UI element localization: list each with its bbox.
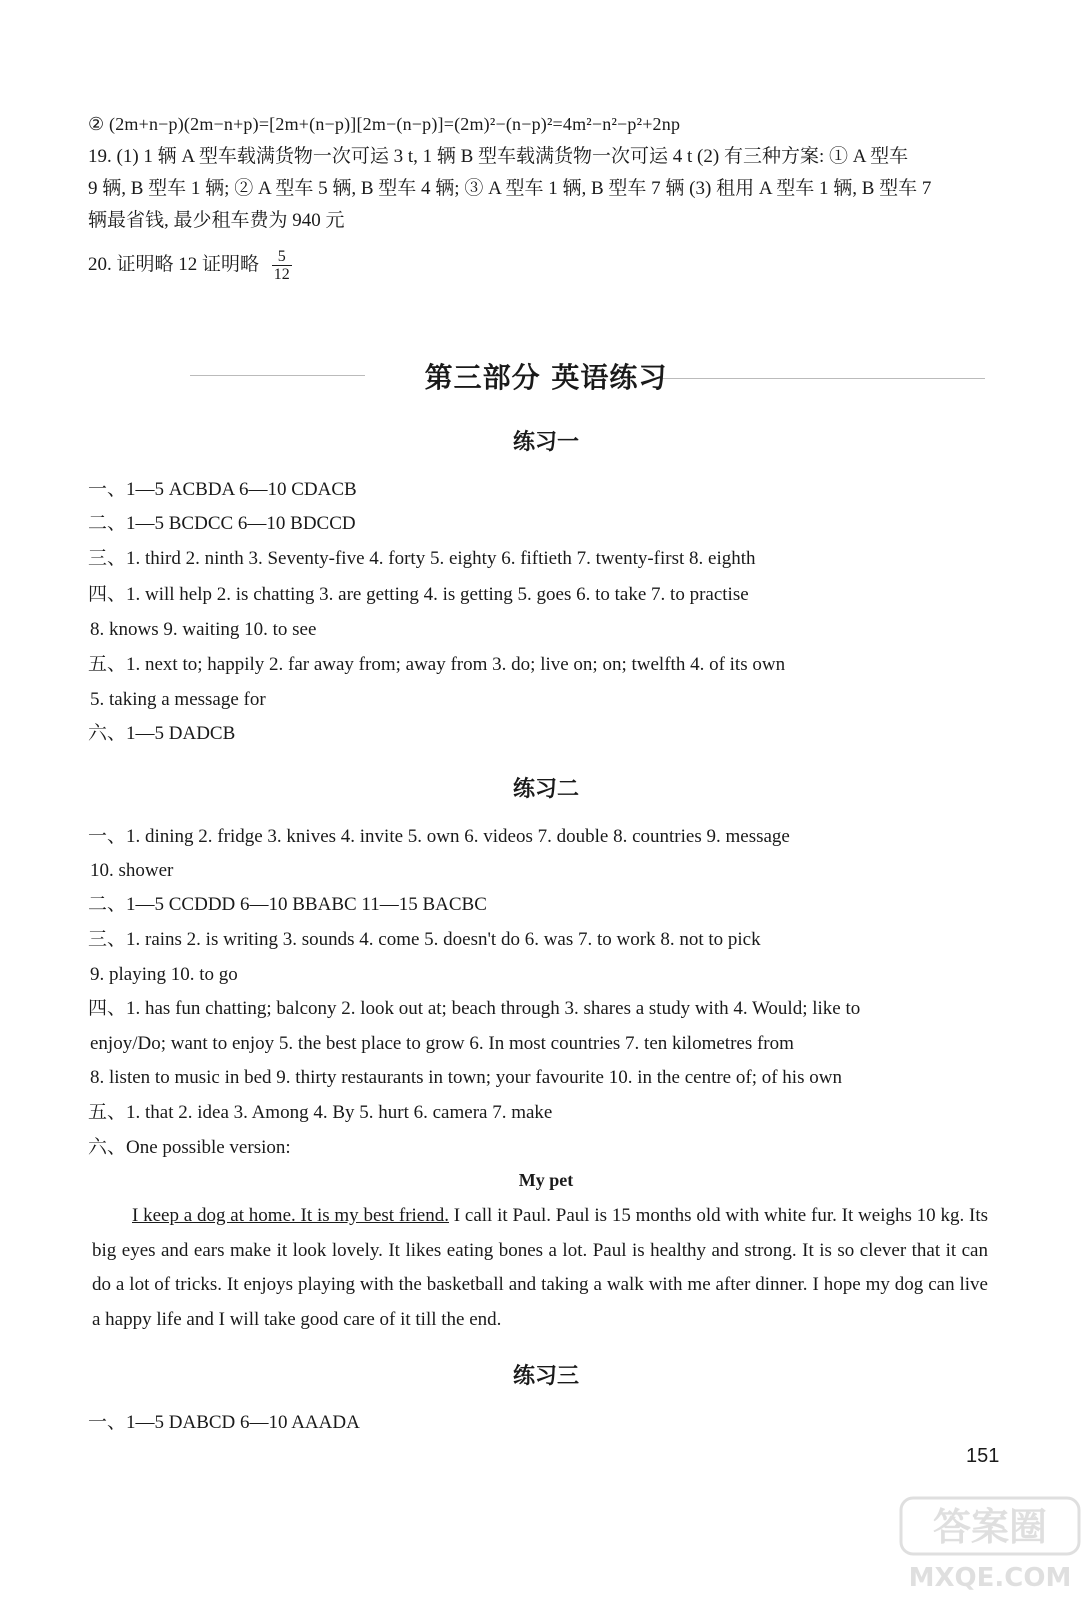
svg-text:答案圈: 答案圈 [932,1505,1048,1549]
ex1-line: 8. knows 9. waiting 10. to see [90,619,317,640]
ex2-line: 10. shower [90,860,174,881]
ex1-line: 五、1. next to; happily 2. far away from; away from 3. do; live on; on; twelfth 4. of its own [88,654,786,675]
ex1-line: 六、1—5 DADCB [88,723,236,744]
ex2-line: 9. playing 10. to go [90,964,238,985]
ex1-line: 四、1. will help 2. is chatting 3. are getting 4. is getting 5. goes 6. to take 7. to practise [88,584,749,605]
answer-q19-line-1: 19. (1) 1 辆 A 型车载满货物一次可运 3 t, 1 辆 B 型车载满货物一次可运 4 t (2) 有三种方案: ① A 型车 [88,146,909,167]
essay-title: My pet [518,1170,574,1190]
answer-q19-line-2: 9 辆, B 型车 1 辆; ② A 型车 5 辆, B 型车 4 辆; ③ A 型车 1 辆, B 型车 7 辆 (3) 租用 A 型车 1 辆, B 型车 7 [88,178,932,199]
fraction-denominator: 12 [273,266,290,283]
ex1-line: 一、1—5 ACBDA 6—10 CDACB [88,479,357,500]
exercise-2-title: 练习二 [512,776,579,802]
ex2-line: 二、1—5 CCDDD 6—10 BBABC 11—15 BACBC [88,894,487,915]
section-title: 第三部分 英语练习 [424,361,668,394]
ex1-line: 二、1—5 BCDCC 6—10 BDCCD [88,513,356,534]
fraction [272,248,292,283]
page-number: 151 [966,1445,1000,1467]
exercise-1-title: 练习一 [512,429,579,455]
ex1-line: 5. taking a message for [90,689,266,710]
exercise-3-title: 练习三 [512,1363,579,1389]
ex2-line: 三、1. rains 2. is writing 3. sounds 4. come 5. doesn't do 6. was 7. to work 8. not to pick [88,929,761,950]
ex2-line: 8. listen to music in bed 9. thirty restaurants in town; your favourite 10. in the centre of; of his own [90,1067,842,1088]
ex2-line: 一、1. dining 2. fridge 3. knives 4. invite 5. own 6. videos 7. double 8. countries 9. message [88,826,790,847]
watermark-logo [895,1490,1085,1595]
answer-q20-line [88,248,292,283]
ex1-line: 三、1. third 2. ninth 3. Seventy-five 4. forty 5. eighty 6. fiftieth 7. twenty-first 8. eighth [88,548,756,569]
answer-q19-line-3: 辆最省钱, 最少租车费为 940 元 [88,210,345,231]
answer-q20-text: 20. 证明略 12 证明略 [88,253,260,275]
fraction-numerator: 5 [272,248,292,266]
essay-paragraph [92,1199,988,1337]
essay-text: I call it Paul. Paul is 15 months old with white fur. It weighs 10 kg. Its big eyes and ears make it look lovely. It likes eating bones a lot. Paul is healthy and strong. It is so clever that it can do a lot of tricks. It enjoys playing with the basketball and taking a walk with me after dinner. I hope my dog can live a happy life and I will take good care of it till the end. [92,1205,988,1330]
answer-q18-line: ② (2m+n−p)(2m−n+p)=[2m+(n−p)][2m−(n−p)]=(2m)²−(n−p)²=4m²−n²−p²+2np [88,114,681,134]
ex2-line: enjoy/Do; want to enjoy 5. the best place to grow 6. In most countries 7. ten kilometres from [90,1033,794,1054]
ex2-line: 五、1. that 2. idea 3. Among 4. By 5. hurt 6. camera 7. make [88,1102,553,1123]
essay-underlined-sentence: I keep a dog at home. It is my best friend. [132,1205,449,1226]
ex2-line: 四、1. has fun chatting; balcony 2. look out at; beach through 3. shares a study with 4. Would; like to [88,998,861,1019]
svg-text:MXQE.COM: MXQE.COM [908,1563,1072,1593]
ex3-line: 一、1—5 DABCD 6—10 AAADA [88,1412,360,1433]
ex2-line: 六、One possible version: [88,1137,291,1158]
